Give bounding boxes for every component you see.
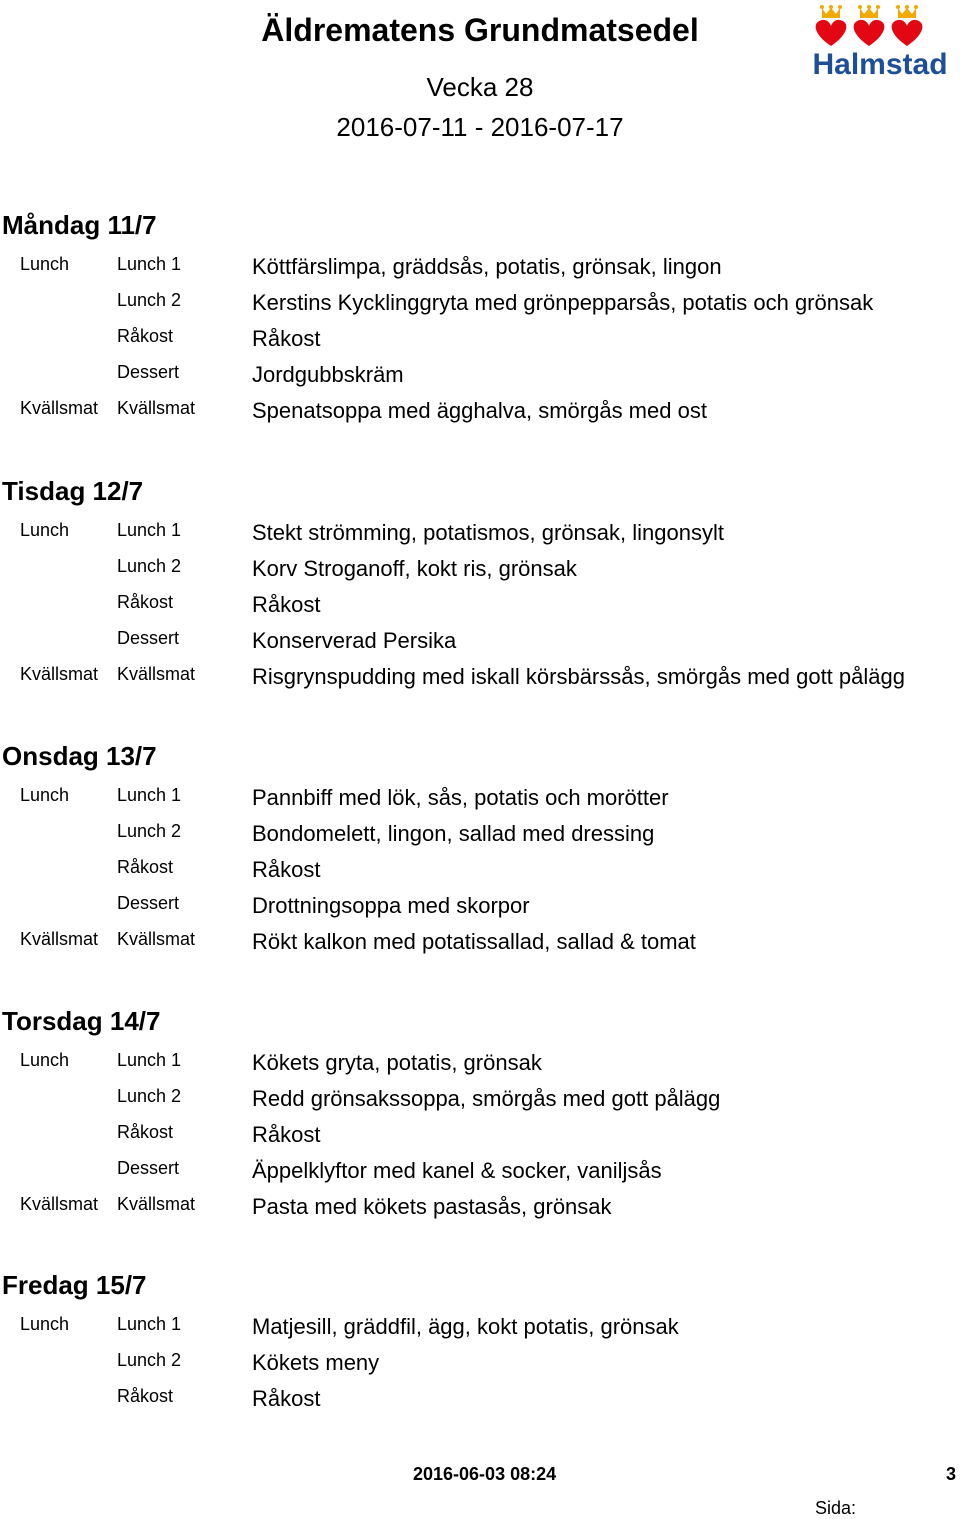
day-block-monday <box>0 208 960 422</box>
meal-label: Lunch <box>20 785 70 805</box>
dish-text: Råkost <box>252 592 321 617</box>
menu-row <box>0 1038 960 1074</box>
page-number: 3 <box>946 1464 957 1484</box>
meal-label: Kvällsmat <box>20 1194 99 1214</box>
menu-row <box>0 773 960 809</box>
menu-row <box>0 845 960 881</box>
menu-row <box>0 314 960 350</box>
course-label: Lunch 1 <box>117 520 182 540</box>
menu-row <box>0 881 960 917</box>
dish-text: Jordgubbskräm <box>252 362 404 387</box>
dish-text: Köttfärslimpa, gräddsås, potatis, grönsak, lingon <box>252 254 722 279</box>
dish-text: Kökets gryta, potatis, grönsak <box>252 1050 542 1075</box>
course-label: Kvällsmat <box>117 664 196 684</box>
meal-label: Kvällsmat <box>20 929 99 949</box>
menu-row <box>0 544 960 580</box>
date-range: 2016-07-11 - 2016-07-17 <box>336 112 624 142</box>
menu-row <box>0 809 960 845</box>
dish-text: Bondomelett, lingon, sallad med dressing <box>252 821 655 846</box>
day-block-friday <box>0 1268 960 1410</box>
menu-row <box>0 1110 960 1146</box>
dish-text: Pasta med kökets pastasås, grönsak <box>252 1194 612 1219</box>
course-label: Kvällsmat <box>117 398 196 418</box>
meal-label: Lunch <box>20 520 70 540</box>
dish-text: Risgrynspudding med iskall körsbärssås, smörgås med gott pålägg <box>252 664 905 689</box>
course-label: Lunch 2 <box>117 290 182 310</box>
day-block-tuesday <box>0 474 960 688</box>
meal-label: Lunch <box>20 1050 70 1070</box>
course-label: Råkost <box>117 1122 174 1142</box>
dish-text: Råkost <box>252 1122 321 1147</box>
course-label: Kvällsmat <box>117 929 196 949</box>
dish-text: Råkost <box>252 1386 321 1411</box>
day-heading: Torsdag 14/7 <box>2 1006 161 1036</box>
dish-text: Matjesill, gräddfil, ägg, kokt potatis, grönsak <box>252 1314 679 1339</box>
course-label: Dessert <box>117 893 180 913</box>
menu-row <box>0 1182 960 1218</box>
dish-text: Drottningsoppa med skorpor <box>252 893 530 918</box>
menu-row <box>0 1338 960 1374</box>
meal-label: Kvällsmat <box>20 664 99 684</box>
menu-row <box>0 350 960 386</box>
menu-row <box>0 652 960 688</box>
day-block-thursday <box>0 1004 960 1218</box>
course-label: Råkost <box>117 326 174 346</box>
course-label: Lunch 1 <box>117 254 182 274</box>
menu-row <box>0 580 960 616</box>
menu-row <box>0 278 960 314</box>
meal-label: Kvällsmat <box>20 398 99 418</box>
course-label: Råkost <box>117 857 174 877</box>
menu-row <box>0 1146 960 1182</box>
menu-row <box>0 1374 960 1410</box>
meal-label: Lunch <box>20 254 70 274</box>
dish-text: Kerstins Kycklinggryta med grönpepparsås, potatis och grönsak <box>252 290 874 315</box>
course-label: Råkost <box>117 1386 174 1406</box>
course-label: Råkost <box>117 592 174 612</box>
crown-hearts-icon <box>816 5 923 46</box>
dish-text: Rökt kalkon med potatissallad, sallad & tomat <box>252 929 696 954</box>
course-label: Lunch 2 <box>117 1086 182 1106</box>
course-label: Lunch 2 <box>117 556 182 576</box>
course-label: Lunch 1 <box>117 785 182 805</box>
logo-wordmark: Halmstad <box>812 48 948 80</box>
course-label: Dessert <box>117 1158 180 1178</box>
course-label: Dessert <box>117 628 180 648</box>
course-label: Dessert <box>117 362 180 382</box>
course-label: Lunch 2 <box>117 821 182 841</box>
menu-row <box>0 386 960 422</box>
dish-text: Råkost <box>252 326 321 351</box>
menu-row <box>0 242 960 278</box>
menu-row <box>0 917 960 953</box>
dish-text: Stekt strömming, potatismos, grönsak, lingonsylt <box>252 520 724 545</box>
halmstad-logo <box>800 4 960 80</box>
course-label: Lunch 1 <box>117 1314 182 1334</box>
page-label: Sida: <box>815 1498 857 1518</box>
dish-text: Råkost <box>252 857 321 882</box>
course-label: Lunch 1 <box>117 1050 182 1070</box>
document-title: Äldrematens Grundmatsedel <box>261 12 699 48</box>
menu-row <box>0 508 960 544</box>
day-heading: Fredag 15/7 <box>2 1270 147 1300</box>
dish-text: Äppelklyftor med kanel & socker, vaniljsås <box>252 1158 662 1183</box>
meal-label: Lunch <box>20 1314 70 1334</box>
menu-row <box>0 1302 960 1338</box>
menu-row <box>0 1074 960 1110</box>
day-block-wednesday <box>0 739 960 953</box>
dish-text: Konserverad Persika <box>252 628 457 653</box>
course-label: Lunch 2 <box>117 1350 182 1370</box>
dish-text: Spenatsoppa med ägghalva, smörgås med ost <box>252 398 707 423</box>
day-heading: Onsdag 13/7 <box>2 741 157 771</box>
day-heading: Måndag 11/7 <box>2 210 157 240</box>
dish-text: Redd grönsakssoppa, smörgås med gott pålägg <box>252 1086 721 1111</box>
dish-text: Pannbiff med lök, sås, potatis och morötter <box>252 785 669 810</box>
dish-text: Kökets meny <box>252 1350 380 1375</box>
course-label: Kvällsmat <box>117 1194 196 1214</box>
menu-row <box>0 616 960 652</box>
week-label: Vecka 28 <box>426 72 534 102</box>
dish-text: Korv Stroganoff, kokt ris, grönsak <box>252 556 577 581</box>
print-timestamp: 2016-06-03 08:24 <box>413 1464 557 1484</box>
day-heading: Tisdag 12/7 <box>2 476 144 506</box>
